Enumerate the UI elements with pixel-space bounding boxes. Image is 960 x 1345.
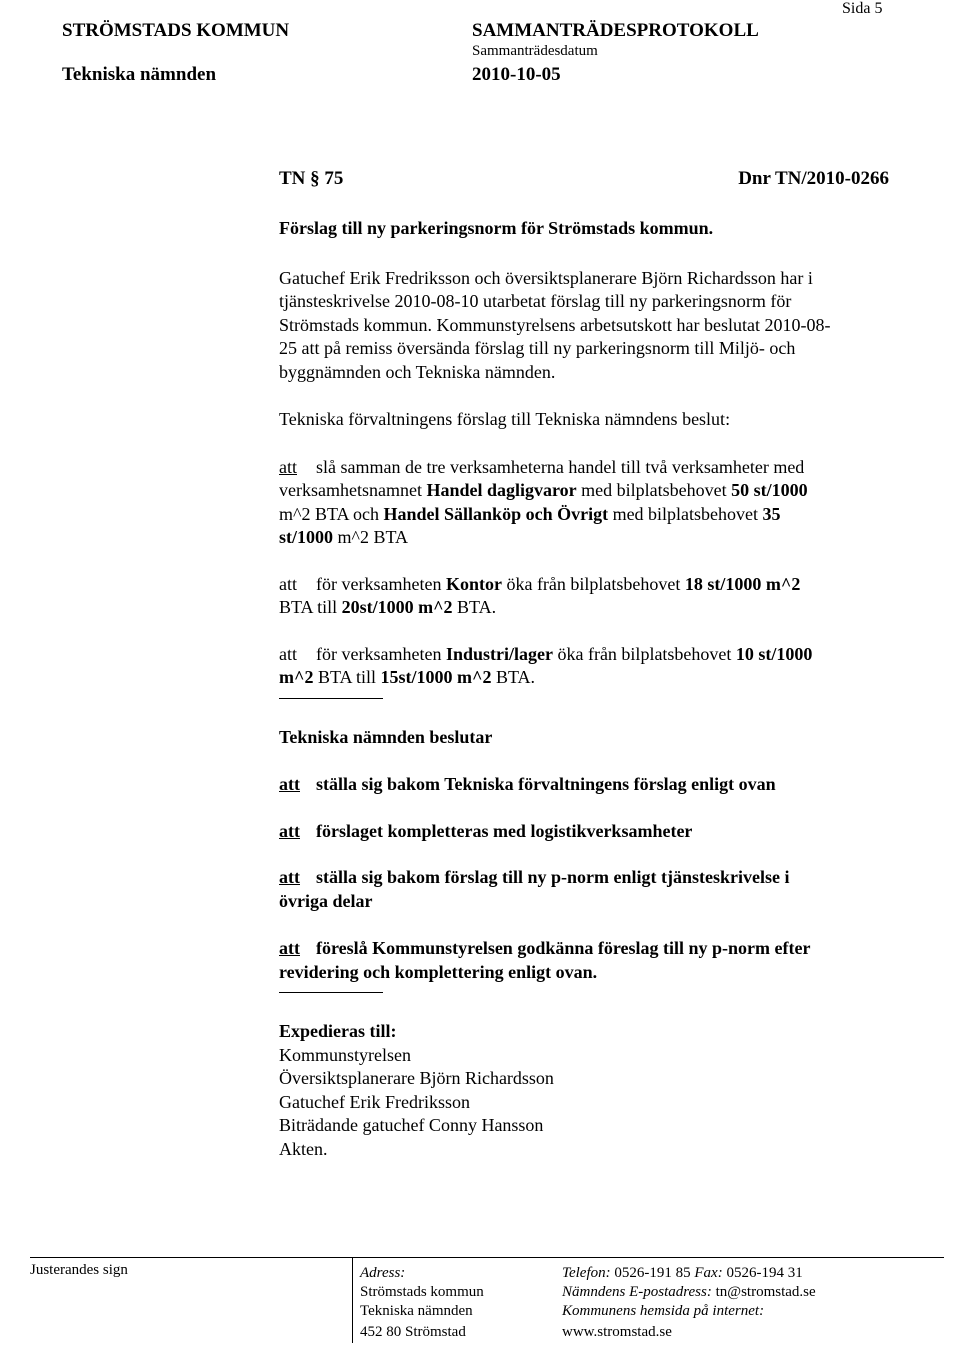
recipient: Biträdande gatuchef Conny Hansson: [279, 1115, 544, 1135]
recipient: Kommunstyrelsen: [279, 1044, 411, 1065]
email-line: [562, 1284, 816, 1301]
decision-heading: Tekniska nämnden beslutar: [279, 726, 493, 747]
fax-label: Fax:: [694, 1265, 723, 1281]
proposal-bold: 20st/1000 m^2: [341, 597, 453, 617]
proposal-text: BTA.: [491, 667, 536, 687]
proposal-bold: 50 st/1000: [731, 480, 808, 500]
case-header: [279, 168, 889, 195]
proposal-text: för verksamheten: [316, 643, 446, 664]
proposal-text: BTA till: [313, 667, 381, 687]
sign-label: Justerandes sign: [30, 1262, 128, 1278]
proposal-text: med bilplatsbehovet: [608, 503, 763, 524]
email-address[interactable]: tn@stromstad.se: [715, 1284, 816, 1300]
intro-line: byggnämnden och Tekniska nämnden.: [279, 361, 556, 382]
proposal-bold: 15st/1000 m^2: [380, 667, 492, 687]
decision-item: [279, 866, 889, 913]
address-label: Adress:: [360, 1265, 406, 1281]
case-dnr: Dnr TN/2010-0266: [738, 168, 889, 189]
section-divider: [279, 992, 383, 993]
recipient: Gatuchef Erik Fredriksson: [279, 1091, 470, 1112]
decision-text: revidering och komplettering enligt ovan.: [279, 961, 598, 982]
decision-item: [279, 937, 889, 984]
proposal-bold: Handel dagligvaror: [426, 480, 577, 500]
municipality-name: STRÖMSTADS KOMMUN: [62, 20, 290, 41]
phone-number: 0526-191 85: [614, 1265, 691, 1281]
distribution-heading: Expedieras till:: [279, 1021, 397, 1041]
footer-divider: [352, 1257, 353, 1343]
address-line: Tekniska nämnden: [360, 1303, 473, 1319]
protocol-body: [279, 168, 889, 1161]
att-keyword: att: [279, 938, 300, 958]
proposal-text: BTA till: [279, 597, 342, 617]
fax-number: 0526-194 31: [726, 1265, 803, 1281]
intro-line: 25 att på remiss översända förslag till ny parkeringsnorm till Miljö- och: [279, 338, 796, 358]
decision-text: ställa sig bakom Tekniska förvaltningens förslag enligt ovan: [316, 774, 776, 794]
page-number: Sida 5: [842, 0, 883, 17]
intro-line: Gatuchef Erik Fredriksson och översiktsplanerare Björn Richardsson har i: [279, 267, 813, 288]
decision-item: [279, 773, 889, 797]
proposal-bold: Kontor: [445, 573, 502, 594]
intro-line: Strömstads kommun. Kommunstyrelsens arbetsutskott har beslutat 2010-08-: [279, 314, 831, 335]
address-line: 452 80 Strömstad: [360, 1324, 466, 1340]
att-keyword: att: [279, 820, 300, 841]
proposal-text: m^2 BTA: [333, 527, 409, 547]
decision-text: förslaget kompletteras med logistikverksamheter: [316, 820, 693, 841]
case-number: TN § 75: [279, 168, 344, 189]
decision-text: föreslå Kommunstyrelsen godkänna föreslag till ny p-norm efter: [316, 938, 811, 958]
att-keyword: att: [279, 774, 300, 794]
proposal-bold: 35: [762, 503, 781, 524]
decision-text: ställa sig bakom förslag till ny p-norm enligt tjänsteskrivelse i: [316, 867, 790, 887]
att-keyword: att: [279, 456, 297, 477]
web-label: Kommunens hemsida på internet:: [562, 1303, 765, 1319]
phone-fax-line: [562, 1265, 803, 1282]
proposal-bold: 10 st/1000: [735, 643, 813, 664]
website-link[interactable]: www.stromstad.se: [562, 1324, 672, 1340]
meeting-date: 2010-10-05: [472, 64, 561, 85]
proposal-text: m^2 BTA och: [279, 503, 384, 524]
proposal-item: [279, 573, 889, 620]
address-line: Strömstads kommun: [360, 1284, 484, 1300]
recipient: Akten.: [279, 1138, 328, 1159]
distribution-list: [279, 1044, 889, 1162]
proposal-text: för verksamheten: [316, 573, 446, 594]
proposal-text: öka från bilplatsbehovet: [501, 573, 685, 594]
proposal-bold: m^2: [279, 667, 314, 687]
intro-paragraph: [279, 267, 889, 385]
date-label: Sammanträdesdatum: [472, 43, 598, 59]
decision-text: övriga delar: [279, 890, 373, 911]
decision-list: [279, 773, 889, 984]
document-type: SAMMANTRÄDESPROTOKOLL: [472, 20, 759, 41]
recipient: Översiktsplanerare Björn Richardsson: [279, 1068, 554, 1088]
proposal-text: slå samman de tre verksamheterna handel till två verksamheter med: [316, 456, 805, 477]
committee-name: Tekniska nämnden: [62, 64, 217, 85]
decision-item: [279, 820, 889, 844]
case-title: Förslag till ny parkeringsnorm för Strömstads kommun.: [279, 218, 714, 238]
email-label: Nämndens E-postadress:: [562, 1284, 712, 1300]
proposal-bold: 18 st/1000 m^2: [684, 573, 801, 594]
att-keyword: att: [279, 573, 297, 594]
att-keyword: att: [279, 867, 300, 887]
proposal-item: [279, 456, 889, 550]
proposal-bold: Handel Sällanköp och Övrigt: [383, 503, 609, 524]
proposal-text: verksamhetsnamnet: [279, 480, 427, 500]
proposal-text: öka från bilplatsbehovet: [552, 643, 736, 664]
proposal-text: med bilplatsbehovet: [576, 480, 732, 500]
intro-line: tjänsteskrivelse 2010-08-10 utarbetat förslag till ny parkeringsnorm för: [279, 291, 792, 311]
proposal-bold: Industri/lager: [445, 643, 553, 664]
proposal-heading: Tekniska förvaltningens förslag till Tekniska nämndens beslut:: [279, 409, 731, 429]
footer-rule: [30, 1257, 944, 1258]
section-divider: [279, 698, 383, 699]
proposal-item: [279, 643, 889, 690]
proposal-text: BTA.: [452, 597, 497, 617]
proposal-bold: st/1000: [279, 527, 333, 547]
phone-label: Telefon:: [562, 1265, 611, 1281]
att-keyword: att: [279, 643, 297, 664]
